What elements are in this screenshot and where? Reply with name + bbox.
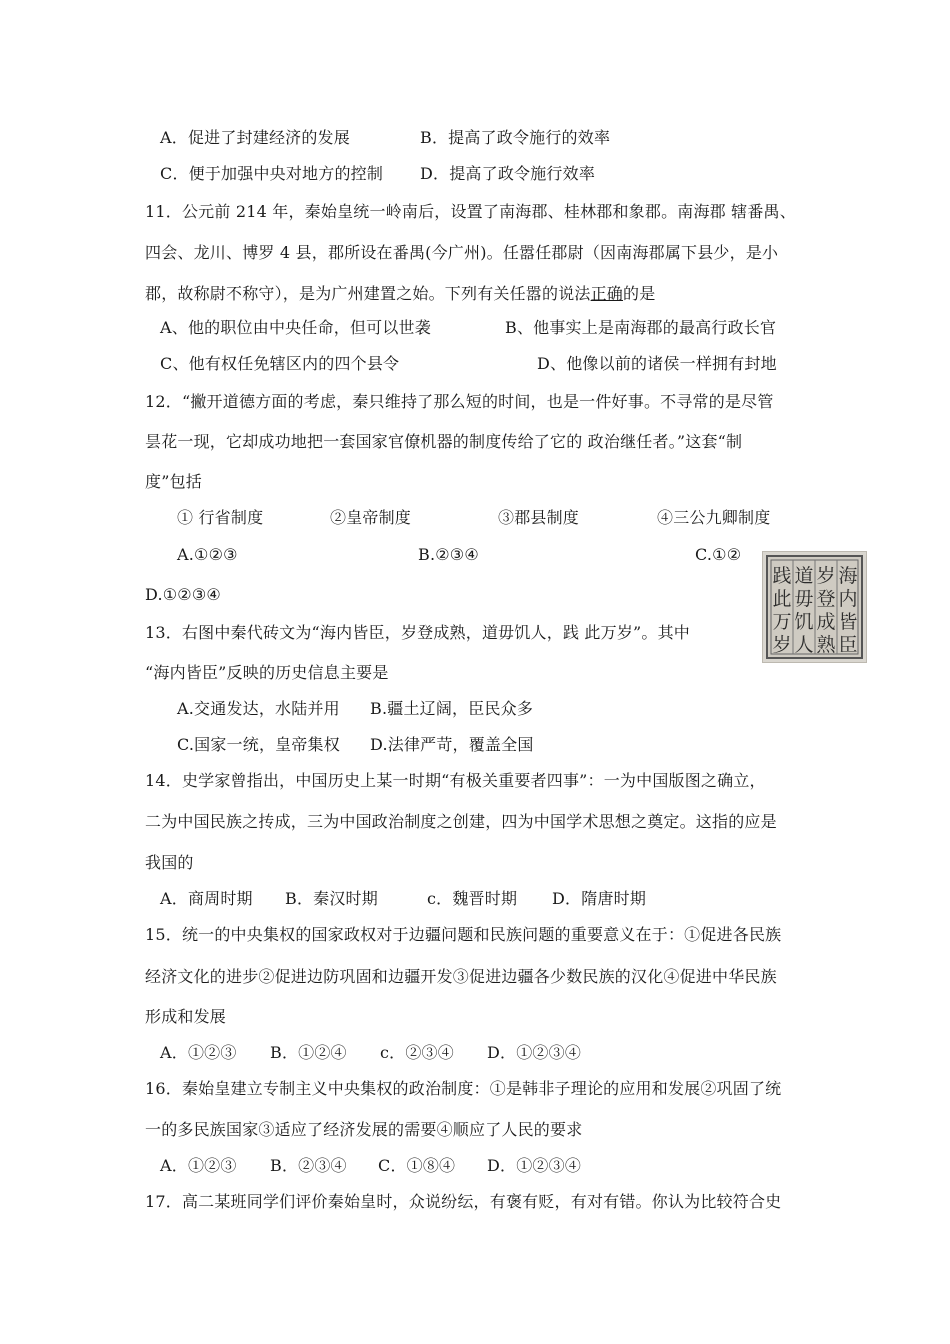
seal-character: 岁 [772,634,792,656]
q16-option-a: A．①②③ [160,1156,237,1175]
q13-option-d: D.法律严苛，覆盖全国 [370,735,534,754]
seal-character: 岁 [816,565,836,587]
q16-stem-line-2: 一的多民族国家③适应了经济发展的需要④顺应了人民的要求 [145,1120,583,1139]
q13-option-a: A.交通发达，水陆并用 [177,699,340,718]
q12-item-3: ③郡县制度 [498,508,580,527]
q11-stem-line-1: 11．公元前 214 年，秦始皇统一岭南后，设置了南海郡、桂林郡和象郡。南海郡 辖番禺、 [145,202,796,221]
seal-character: 臣 [838,634,858,656]
q15-stem-line-1: 15．统一的中央集权的国家政权对于边疆问题和民族问题的重要意义在于：①促进各民族 [145,925,782,944]
seal-character: 毋 [794,588,814,610]
qin-brick-inscription-image [762,551,867,663]
q16-option-c: C．①⑧④ [378,1156,456,1175]
q14-option-c: c．魏晋时期 [427,889,518,908]
q11-stem-line-2: 四会、龙川、博罗 4 县，郡所设在番禺(今广州)。任嚣任郡尉（因南海郡属下县少，是小 [145,243,779,262]
q11-underlined-keyword: 正确 [590,284,624,303]
q10-option-c: C．便于加强中央对地方的控制 [160,164,384,183]
q12-stem-line-1: 12．“撇开道德方面的考虑，秦只维持了那么短的时间，也是一件好事。不寻常的是尽管 [145,392,774,411]
q13-stem-line-1: 13．右图中秦代砖文为“海内皆臣，岁登成熟，道毋饥人，践 此万岁”。其中 [145,623,691,642]
q14-option-d: D．隋唐时期 [552,889,647,908]
q10-option-d: D．提高了政令施行效率 [420,164,596,183]
q14-stem-line-3: 我国的 [145,853,194,872]
q15-stem-line-2: 经济文化的进步②促进边防巩固和边疆开发③促进边疆各少数民族的汉化④促进中华民族 [145,967,777,986]
q13-option-c: C.国家一统，皇帝集权 [177,735,340,754]
q10-option-b: B．提高了政令施行的效率 [420,128,611,147]
q16-stem-line-1: 16．秦始皇建立专制主义中央集权的政治制度：①是韩非子理论的应用和发展②巩固了统 [145,1079,782,1098]
q13-option-b: B.疆土辽阔，臣民众多 [370,699,534,718]
seal-character: 践 [772,565,792,587]
seal-character: 皆 [838,611,858,633]
q11-stem-line-3 [145,284,655,304]
q12-option-c: C.①② [695,545,742,564]
q14-option-a: A．商周时期 [160,889,253,908]
q13-stem-line-2: “海内皆臣”反映的历史信息主要是 [145,663,389,682]
q14-stem-line-2: 二为中国民族之抟成，三为中国政治制度之创建，四为中国学术思想之奠定。这指的应是 [145,812,777,831]
q11-option-b: B、他事实上是南海郡的最高行政长官 [505,318,777,337]
q17-stem-line-1: 17．高二某班同学们评价秦始皇时，众说纷纭，有褒有贬，有对有错。你认为比较符合史 [145,1192,782,1211]
seal-character: 登 [816,588,836,610]
seal-character: 成 [816,611,836,633]
seal-character: 饥 [794,611,814,633]
seal-character: 熟 [816,634,836,656]
q12-item-4: ④三公九卿制度 [657,508,771,527]
seal-character: 内 [838,588,858,610]
q11-option-c: C、他有权任免辖区内的四个县令 [160,354,400,373]
q11-option-a: A、他的职位由中央任命，但可以世袭 [160,318,431,337]
q12-item-2: ②皇帝制度 [330,508,412,527]
q16-option-d: D．①②③④ [487,1156,582,1175]
seal-character: 人 [794,634,814,656]
seal-character: 此 [772,588,792,610]
q16-option-b: B．②③④ [270,1156,347,1175]
q11-stem-text: 郡，故称尉不称守），是为广州建置之始。下列有关任嚣的说法 [145,284,591,303]
q12-item-1: ① 行省制度 [177,508,264,527]
seal-character: 万 [772,611,792,633]
q12-option-d: D.①②③④ [145,585,221,604]
seal-character: 海 [838,565,858,587]
q11-option-d: D、他像以前的诸侯一样拥有封地 [537,354,777,373]
q15-option-d: D．①②③④ [487,1043,582,1062]
q14-stem-line-1: 14．史学家曾指出，中国历史上某一时期“有极关重要者四事”：一为中国版图之确立， [145,771,766,790]
seal-character: 道 [794,565,814,587]
q12-option-b: B.②③④ [418,545,479,564]
q12-option-a: A.①②③ [177,545,238,564]
q14-option-b: B．秦汉时期 [285,889,378,908]
q15-option-a: A．①②③ [160,1043,237,1062]
q12-stem-line-2: 昙花一现，它却成功地把一套国家官僚机器的制度传给了它的 政治继任者。”这套“制 [145,432,743,451]
seal-graphic [763,552,866,662]
q15-stem-line-3: 形成和发展 [145,1007,227,1026]
q12-stem-line-3: 度”包括 [145,472,202,491]
q15-option-b: B．①②④ [270,1043,347,1062]
q10-option-a: A．促进了封建经济的发展 [160,128,350,147]
q15-option-c: c．②③④ [380,1043,454,1062]
q11-stem-end: 的是 [623,284,656,303]
